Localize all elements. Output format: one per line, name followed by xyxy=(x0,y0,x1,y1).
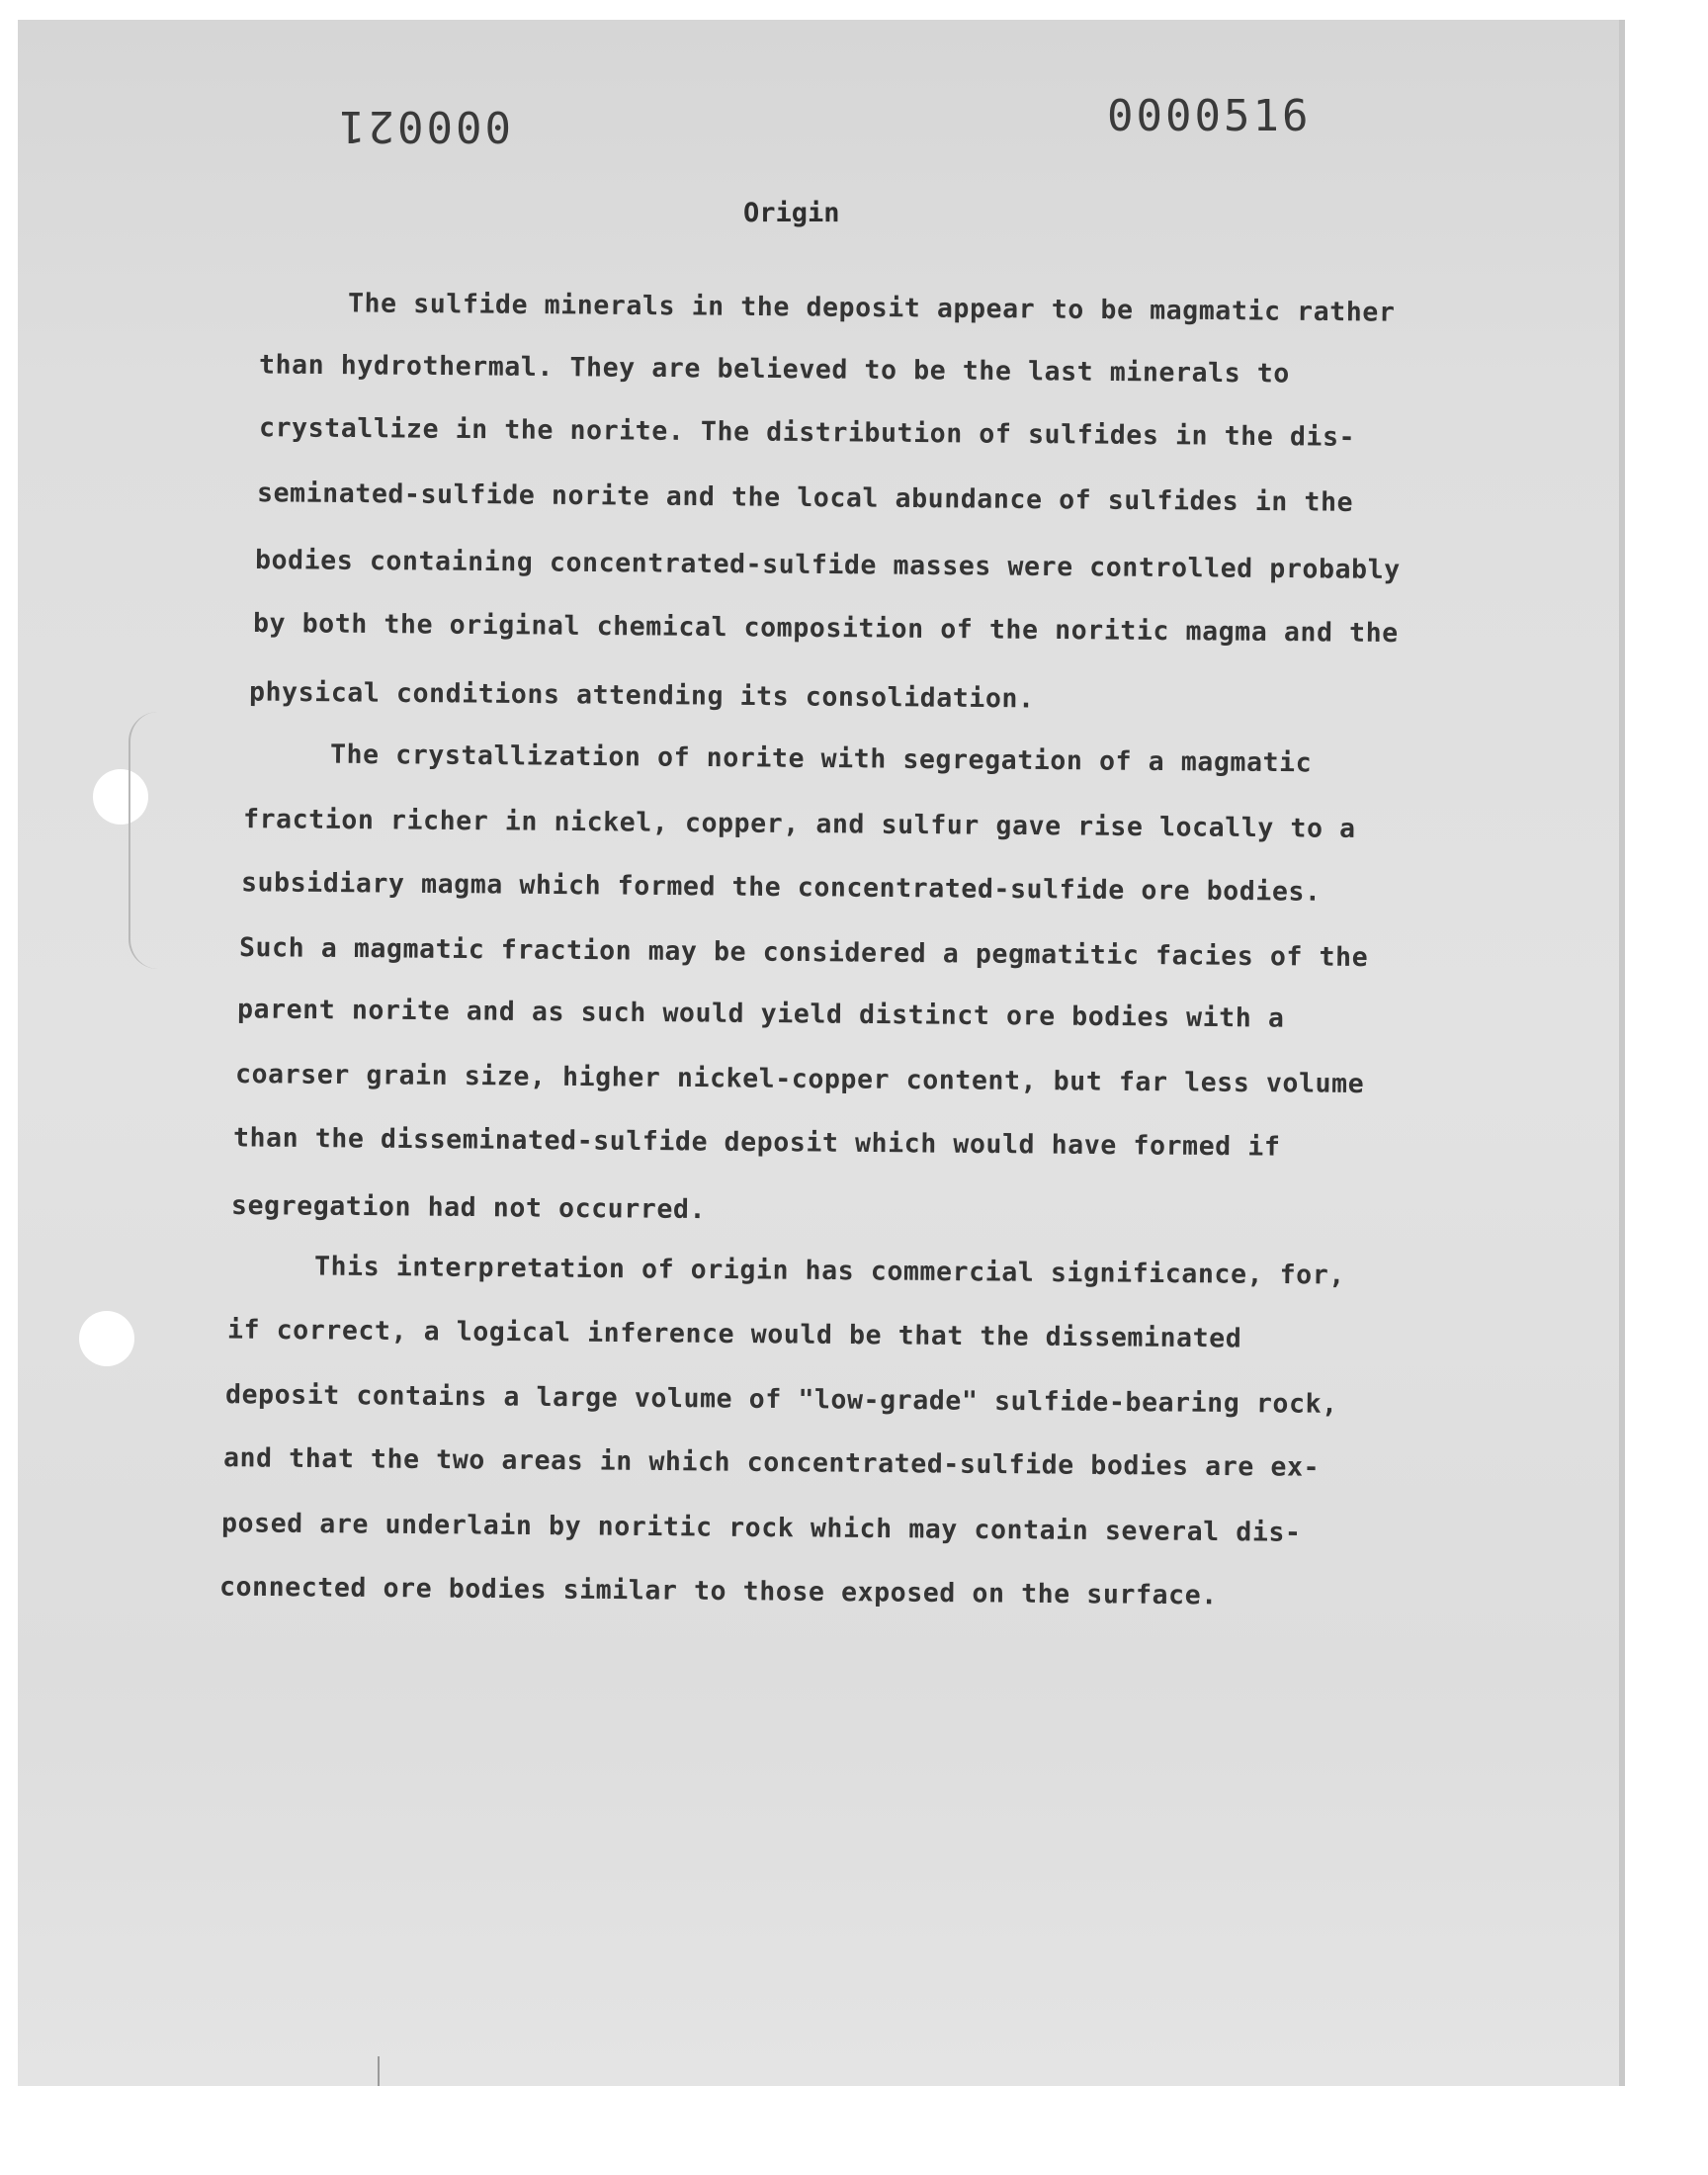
punch-hole-bottom xyxy=(79,1311,134,1366)
paragraph-1-line-4: seminated-sulfide norite and the local abundance of sulfides in the xyxy=(256,478,1354,518)
paragraph-1-line-1: The sulfide minerals in the deposit appear to be magmatic rather xyxy=(347,288,1396,328)
section-heading: Origin xyxy=(743,198,840,228)
paragraph-1-line-6: by both the original chemical composition of the noritic magma and the xyxy=(252,607,1399,650)
paper-sheet xyxy=(18,20,1619,2086)
paragraph-1-line-2: than hydrothermal. They are believed to be the last minerals to xyxy=(258,349,1291,390)
scan-tick-mark xyxy=(378,2056,380,2086)
margin-mark xyxy=(128,712,158,969)
page-number-stamp-left: 000021 xyxy=(336,101,511,151)
paragraph-3-line-4: and that the two areas in which concentrated-sulfide bodies are ex- xyxy=(222,1442,1321,1483)
paper-edge xyxy=(1619,20,1625,2086)
paragraph-3-line-1: This interpretation of origin has commercial significance, for, xyxy=(313,1251,1346,1291)
paragraph-3-line-5: posed are underlain by noritic rock which may contain several dis- xyxy=(220,1508,1302,1548)
paragraph-2-line-6: coarser grain size, higher nickel-copper content, but far less volume xyxy=(234,1059,1365,1099)
paragraph-1-line-5: bodies containing concentrated-sulfide masses were controlled probably xyxy=(254,544,1401,586)
paragraph-2-line-8: segregation had not occurred. xyxy=(230,1189,707,1226)
paragraph-2-line-1: The crystallization of norite with segregation of a magmatic xyxy=(329,739,1313,779)
paragraph-2-line-2: fraction richer in nickel, copper, and sulfur gave rise locally to a xyxy=(242,804,1356,844)
page-number-stamp-right: 0000516 xyxy=(1107,91,1312,141)
paragraph-2-line-3: subsidiary magma which formed the concentrated-sulfide ore bodies. xyxy=(240,867,1322,908)
paragraph-1-line-3: crystallize in the norite. The distribution of sulfides in the dis- xyxy=(258,412,1356,453)
paragraph-3-line-6: connected ore bodies similar to those exposed on the surface. xyxy=(218,1571,1218,1611)
paragraph-2-line-5: parent norite and as such would yield distinct ore bodies with a xyxy=(236,994,1285,1034)
paragraph-3-line-2: if correct, a logical inference would be that the disseminated xyxy=(226,1314,1242,1354)
paragraph-1-line-7: physical conditions attending its consolidation. xyxy=(248,676,1035,715)
paragraph-2-line-7: than the disseminated-sulfide deposit which would have formed if xyxy=(232,1122,1281,1163)
paragraph-2-line-4: Such a magmatic fraction may be considered a pegmatitic facies of the xyxy=(238,932,1369,973)
paragraph-3-line-3: deposit contains a large volume of "low-grade" sulfide-bearing rock, xyxy=(224,1379,1338,1420)
